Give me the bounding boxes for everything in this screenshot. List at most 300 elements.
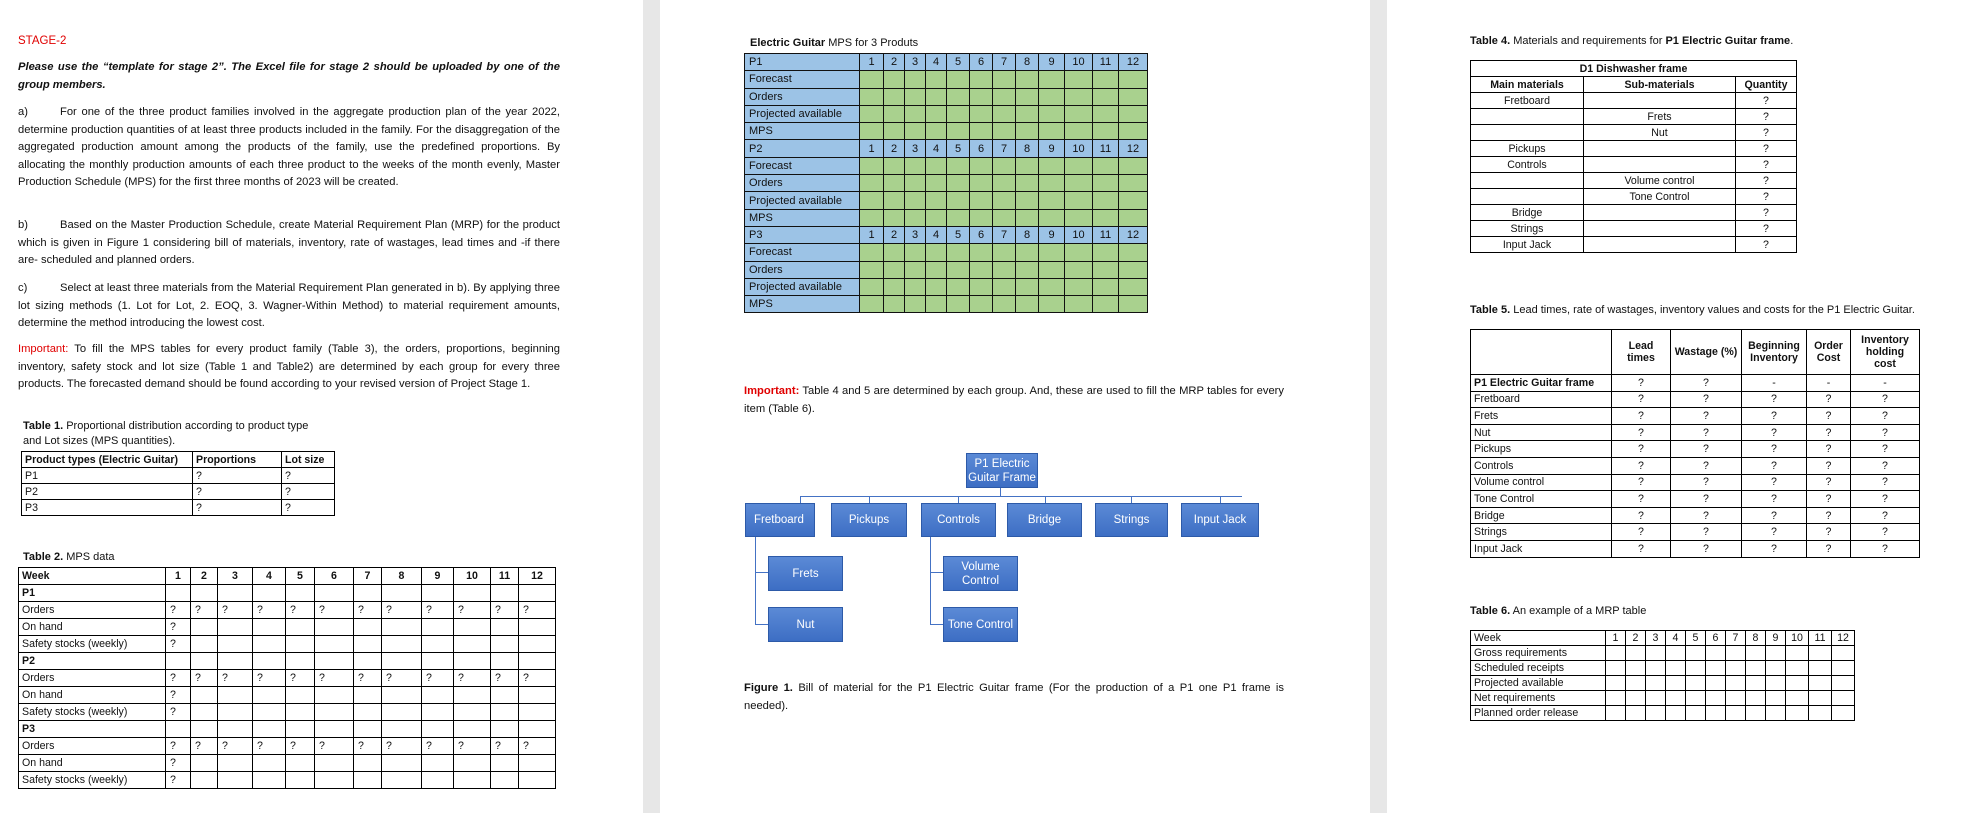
table2-week-header: 2: [191, 568, 218, 585]
table5-row: [1471, 441, 1920, 458]
mps-cell: [970, 175, 993, 192]
table4-cell: Frets: [1584, 109, 1736, 125]
table2-cell: ?: [166, 738, 191, 755]
mps-cell: [905, 71, 926, 88]
table6-cell: [1686, 691, 1706, 706]
mps-row-label: Orders: [745, 261, 860, 278]
table2-week-header: 1: [166, 568, 191, 585]
mps-row: [745, 123, 1148, 140]
table4-row: [1471, 157, 1797, 173]
table5-cell: Fretboard: [1471, 391, 1612, 408]
mps-cell: [860, 209, 884, 226]
table6-week-label: Week: [1471, 631, 1606, 646]
table4-cell: Controls: [1471, 157, 1584, 173]
table2-row: [19, 687, 556, 704]
table1-cell: P1: [22, 468, 193, 484]
bom-connector: [1000, 487, 1001, 496]
mps-row: [745, 296, 1148, 313]
table5-header: Wastage (%): [1671, 330, 1742, 375]
table2-cell: [286, 636, 315, 653]
table5-cell: Strings: [1471, 524, 1612, 541]
mps-cell: [1039, 296, 1065, 313]
mps-cell: [926, 71, 947, 88]
table2-cell: [454, 585, 491, 602]
table2-cell: [454, 619, 491, 636]
table2-cell: ?: [422, 738, 454, 755]
table2-cell: ?: [166, 602, 191, 619]
table2-cell: [315, 653, 354, 670]
table4-row: [1471, 189, 1797, 205]
bom-node-root: P1 Electric Guitar Frame: [966, 453, 1038, 488]
mps-cell: [1093, 88, 1119, 105]
table2-cell: ?: [454, 738, 491, 755]
table2-cell: ?: [191, 670, 218, 687]
table5-cell: Pickups: [1471, 441, 1612, 458]
table2-cell: [491, 619, 519, 636]
intro-text: Please use the “template for stage 2”. The Excel file for stage 2 should be uploaded by one of the group members.: [18, 61, 560, 91]
table2-cell: ?: [218, 738, 253, 755]
mps-cell: [860, 175, 884, 192]
mps-cell: [1016, 244, 1039, 261]
table6-cell: [1606, 691, 1626, 706]
table2-cell: [454, 772, 491, 789]
mps-cell: [926, 296, 947, 313]
table6-cell: [1666, 691, 1686, 706]
table2-week-header: 3: [218, 568, 253, 585]
table6-cell: [1666, 661, 1686, 676]
mps-cell: [947, 209, 970, 226]
table6-week-header: 7: [1726, 631, 1746, 646]
mps-row-label: Forecast: [745, 71, 860, 88]
table6-row-label: Projected available: [1471, 676, 1606, 691]
table1-row: [22, 500, 335, 516]
mps-cell: [1065, 296, 1093, 313]
table5-row: [1471, 391, 1920, 408]
bom-connector: [755, 537, 756, 624]
mps-cell: [1119, 244, 1148, 261]
table5: [1470, 329, 1920, 558]
table2-cell: ?: [218, 602, 253, 619]
table6-cell: [1726, 691, 1746, 706]
mps-product-row: [745, 54, 1148, 71]
table5-cell: Volume control: [1471, 474, 1612, 491]
table2-caption: Table 2. MPS data: [23, 551, 115, 563]
table2-cell: ?: [166, 636, 191, 653]
table5-cell: ?: [1851, 507, 1920, 524]
mps-cell: [1093, 157, 1119, 174]
mps-cell: [905, 261, 926, 278]
table2-cell: [191, 585, 218, 602]
table2-cell: [454, 687, 491, 704]
table2-cell: [253, 755, 286, 772]
table6: [1470, 630, 1855, 721]
table2-cell: [519, 619, 556, 636]
mps-cell: [1119, 278, 1148, 295]
table4-cell: [1471, 189, 1584, 205]
table2-cell: [491, 721, 519, 738]
table6-cell: [1686, 646, 1706, 661]
table2-cell: [166, 585, 191, 602]
table5-cell: ?: [1807, 424, 1851, 441]
table2-row: [19, 636, 556, 653]
table2-row-label: On hand: [19, 687, 166, 704]
table6-cell: [1832, 706, 1855, 721]
table2-cell: [286, 721, 315, 738]
table2-cell: [218, 585, 253, 602]
mps-cell: [1065, 261, 1093, 278]
table4-row: [1471, 109, 1797, 125]
mps-cell: [970, 244, 993, 261]
mps-cell: [947, 244, 970, 261]
mps-cell: [884, 123, 905, 140]
table6-week-header: 9: [1766, 631, 1786, 646]
table1-row: [22, 484, 335, 500]
table2-cell: [519, 636, 556, 653]
mps-cell: [926, 105, 947, 122]
mps-week-header: 1: [860, 140, 884, 157]
table2-cell: [218, 755, 253, 772]
mps-cell: [1065, 88, 1093, 105]
table2-cell: ?: [253, 670, 286, 687]
table2-cell: ?: [286, 602, 315, 619]
mps-row: [745, 157, 1148, 174]
mps-cell: [884, 278, 905, 295]
table2-cell: [519, 772, 556, 789]
table6-row: [1471, 706, 1855, 721]
table2-cell: [354, 755, 382, 772]
table1-header: Product types (Electric Guitar): [22, 452, 193, 468]
table2-cell: [354, 772, 382, 789]
table5-cell: -: [1851, 375, 1920, 392]
table6-week-header: 3: [1646, 631, 1666, 646]
mps-week-header: 8: [1016, 140, 1039, 157]
table2-cell: ?: [166, 670, 191, 687]
mps-product-label: P1: [745, 54, 860, 71]
table5-cell: ?: [1742, 474, 1807, 491]
table2-cell: [519, 721, 556, 738]
table6-week-header: 8: [1746, 631, 1766, 646]
table4-header: Quantity: [1736, 77, 1797, 93]
stage-title: STAGE-2: [18, 35, 67, 47]
mps-cell: [947, 123, 970, 140]
table4-row: [1471, 205, 1797, 221]
mps-product-label: P3: [745, 226, 860, 243]
mps-cell: [1016, 296, 1039, 313]
mps-cell: [947, 71, 970, 88]
table6-cell: [1746, 646, 1766, 661]
table5-cell: ?: [1742, 524, 1807, 541]
mps-row: [745, 261, 1148, 278]
table6-cell: [1666, 676, 1686, 691]
mps-cell: [884, 88, 905, 105]
mps-week-header: 11: [1093, 54, 1119, 71]
mps-cell: [993, 244, 1016, 261]
table4-cell: Pickups: [1471, 141, 1584, 157]
table2-cell: [382, 704, 422, 721]
mps-cell: [993, 209, 1016, 226]
mps-cell: [970, 123, 993, 140]
table4-row: [1471, 93, 1797, 109]
table5-cell: ?: [1851, 524, 1920, 541]
mps-cell: [1065, 175, 1093, 192]
table2-cell: ?: [166, 772, 191, 789]
table5-cell: ?: [1671, 491, 1742, 508]
table4: [1470, 60, 1797, 253]
table2-cell: ?: [166, 704, 191, 721]
table2-row-label: Orders: [19, 602, 166, 619]
table6-cell: [1832, 691, 1855, 706]
table2-cell: [422, 721, 454, 738]
table1-row: [22, 468, 335, 484]
table4-row: [1471, 221, 1797, 237]
table4-row: [1471, 173, 1797, 189]
mps-cell: [860, 261, 884, 278]
table2-cell: [354, 704, 382, 721]
table2-week-label: Week: [19, 568, 166, 585]
mps-cell: [1039, 123, 1065, 140]
bom-connector: [755, 572, 768, 573]
table6-header-row: [1471, 631, 1855, 646]
table2-cell: [519, 585, 556, 602]
table2-cell: [253, 653, 286, 670]
table2-cell: [253, 687, 286, 704]
mps-product-label: P2: [745, 140, 860, 157]
mps-cell: [1065, 192, 1093, 209]
table6-cell: [1766, 691, 1786, 706]
table4-cell: [1471, 173, 1584, 189]
mps-product-row: [745, 226, 1148, 243]
table6-cell: [1809, 646, 1832, 661]
mps-week-header: 3: [905, 54, 926, 71]
mps-cell: [993, 71, 1016, 88]
table2-cell: [286, 755, 315, 772]
item-a-label: a): [18, 106, 28, 118]
table2-cell: [422, 687, 454, 704]
mps-cell: [1119, 175, 1148, 192]
table2-cell: [382, 585, 422, 602]
table2-cell: [218, 772, 253, 789]
table2-cell: ?: [491, 738, 519, 755]
mps-week-header: 4: [926, 226, 947, 243]
table5-cell: ?: [1851, 540, 1920, 557]
table2-cell: ?: [422, 602, 454, 619]
table5-cell: ?: [1671, 391, 1742, 408]
bom-connector: [930, 572, 943, 573]
table5-cell: ?: [1742, 457, 1807, 474]
table6-cell: [1832, 646, 1855, 661]
table1-cell: ?: [282, 500, 335, 516]
mps-cell: [947, 278, 970, 295]
mps-cell: [993, 296, 1016, 313]
mps-cell: [993, 105, 1016, 122]
table6-cell: [1786, 691, 1809, 706]
mps-cell: [1065, 105, 1093, 122]
table2-cell: [491, 585, 519, 602]
table4-cell: ?: [1736, 205, 1797, 221]
bom-connector: [755, 624, 768, 625]
table2-cell: [286, 619, 315, 636]
table2-cell: ?: [191, 738, 218, 755]
table4-cell: [1471, 125, 1584, 141]
table2-cell: [315, 704, 354, 721]
table2-cell: [454, 636, 491, 653]
mps-cell: [993, 278, 1016, 295]
mps-product-row: [745, 140, 1148, 157]
table6-cell: [1706, 661, 1726, 676]
important-label: Important:: [18, 343, 69, 355]
mps-week-header: 2: [884, 140, 905, 157]
table2-cell: ?: [354, 602, 382, 619]
table2-row-label: Safety stocks (weekly): [19, 772, 166, 789]
table5-header: Beginning Inventory: [1742, 330, 1807, 375]
table5-cell: ?: [1612, 457, 1671, 474]
table5-caption: Table 5. Lead times, rate of wastages, inventory values and costs for the P1 Electric Guitar.: [1470, 304, 1915, 316]
table5-cell: ?: [1742, 507, 1807, 524]
table6-cell: [1626, 676, 1646, 691]
mps-week-header: 6: [970, 226, 993, 243]
table2-row: [19, 755, 556, 772]
mps-cell: [1039, 209, 1065, 226]
mps-row-label: Orders: [745, 88, 860, 105]
item-b: [18, 217, 560, 270]
table4-cell: ?: [1736, 109, 1797, 125]
table4-cell: Bridge: [1471, 205, 1584, 221]
table2-row-label: Orders: [19, 738, 166, 755]
table2-header-row: [19, 568, 556, 585]
table5-cell: ?: [1807, 507, 1851, 524]
mps-cell: [860, 192, 884, 209]
table2-cell: [218, 636, 253, 653]
table2-cell: [286, 772, 315, 789]
table5-cell: ?: [1742, 424, 1807, 441]
mps-row-label: Forecast: [745, 157, 860, 174]
important-text: To fill the MPS tables for every product family (Table 3), the orders, proportions, beginning inventory, safety stock and lot size (Table 1 and Table2) are determined by each group for every three products. The forecasted demand should be found according to your revised version of Project Stage 1.: [18, 343, 560, 390]
mps-cell: [860, 296, 884, 313]
table4-cell: ?: [1736, 93, 1797, 109]
mps-cell: [1016, 88, 1039, 105]
table5-row: [1471, 375, 1920, 392]
important-label-2: Important:: [744, 385, 800, 397]
table2-row-label: Safety stocks (weekly): [19, 704, 166, 721]
table2-cell: [382, 772, 422, 789]
mps-row-label: Forecast: [745, 244, 860, 261]
table2-cell: ?: [382, 602, 422, 619]
mps-week-header: 5: [947, 140, 970, 157]
table2-product: P2: [19, 653, 166, 670]
table6-cell: [1809, 691, 1832, 706]
table5-cell: ?: [1671, 408, 1742, 425]
table5-row: [1471, 457, 1920, 474]
mps-cell: [860, 71, 884, 88]
table6-cell: [1606, 661, 1626, 676]
table5-cell: ?: [1807, 457, 1851, 474]
table6-row-label: Gross requirements: [1471, 646, 1606, 661]
table2-cell: ?: [491, 602, 519, 619]
mps-cell: [1119, 192, 1148, 209]
table1-header: Proportions: [193, 452, 282, 468]
table5-cell: ?: [1807, 391, 1851, 408]
table4-row: [1471, 141, 1797, 157]
table5-row: [1471, 424, 1920, 441]
table1: [21, 451, 335, 516]
table5-header: Order Cost: [1807, 330, 1851, 375]
table5-cell: Controls: [1471, 457, 1612, 474]
mps-cell: [1039, 192, 1065, 209]
table2-cell: [218, 721, 253, 738]
mps-cell: [993, 157, 1016, 174]
mps-cell: [947, 296, 970, 313]
mps-week-header: 12: [1119, 140, 1148, 157]
table2-cell: [519, 755, 556, 772]
table5-cell: ?: [1671, 424, 1742, 441]
table2-cell: [422, 636, 454, 653]
mps-cell: [1093, 296, 1119, 313]
table5-cell: ?: [1851, 424, 1920, 441]
table5-cell: ?: [1671, 507, 1742, 524]
table6-cell: [1832, 661, 1855, 676]
table2-row-label: Orders: [19, 670, 166, 687]
table2-cell: [422, 772, 454, 789]
table2-cell: [491, 755, 519, 772]
table2-product-row: [19, 653, 556, 670]
mps-table-title: Electric Guitar MPS for 3 Produts: [750, 37, 919, 49]
table2-cell: [382, 653, 422, 670]
mps-week-header: 2: [884, 226, 905, 243]
table6-week-header: 4: [1666, 631, 1686, 646]
table2-cell: [166, 653, 191, 670]
bom-node-volume-control: Volume Control: [943, 556, 1018, 591]
table2-row-label: On hand: [19, 755, 166, 772]
table2-cell: [253, 721, 286, 738]
mps-cell: [926, 244, 947, 261]
table2-cell: ?: [315, 602, 354, 619]
table5-cell: -: [1807, 375, 1851, 392]
table2-cell: [491, 772, 519, 789]
table5-cell: ?: [1612, 491, 1671, 508]
mps-week-header: 9: [1039, 226, 1065, 243]
table5-cell: ?: [1671, 474, 1742, 491]
table6-cell: [1726, 646, 1746, 661]
mps-week-header: 4: [926, 54, 947, 71]
table4-cell: Strings: [1471, 221, 1584, 237]
table4-cell: [1584, 157, 1736, 173]
mps-cell: [993, 123, 1016, 140]
mps-week-header: 4: [926, 140, 947, 157]
table6-cell: [1726, 706, 1746, 721]
table2-cell: [191, 619, 218, 636]
table2-row-label: Safety stocks (weekly): [19, 636, 166, 653]
table2-cell: [491, 636, 519, 653]
table2-cell: ?: [315, 670, 354, 687]
table2-cell: [382, 687, 422, 704]
table2-cell: [286, 653, 315, 670]
table4-title: D1 Dishwasher frame: [1471, 61, 1797, 77]
mps-cell: [970, 261, 993, 278]
mps-week-header: 6: [970, 140, 993, 157]
table2-cell: [218, 704, 253, 721]
table6-cell: [1686, 676, 1706, 691]
mps-cell: [1039, 71, 1065, 88]
table1-header: Lot size: [282, 452, 335, 468]
table2-cell: [354, 687, 382, 704]
mps-row: [745, 209, 1148, 226]
mps-cell: [1093, 123, 1119, 140]
table2-cell: [253, 636, 286, 653]
table6-cell: [1809, 706, 1832, 721]
important-note-2: [744, 383, 1284, 418]
table2-cell: [218, 619, 253, 636]
table2-cell: [191, 772, 218, 789]
